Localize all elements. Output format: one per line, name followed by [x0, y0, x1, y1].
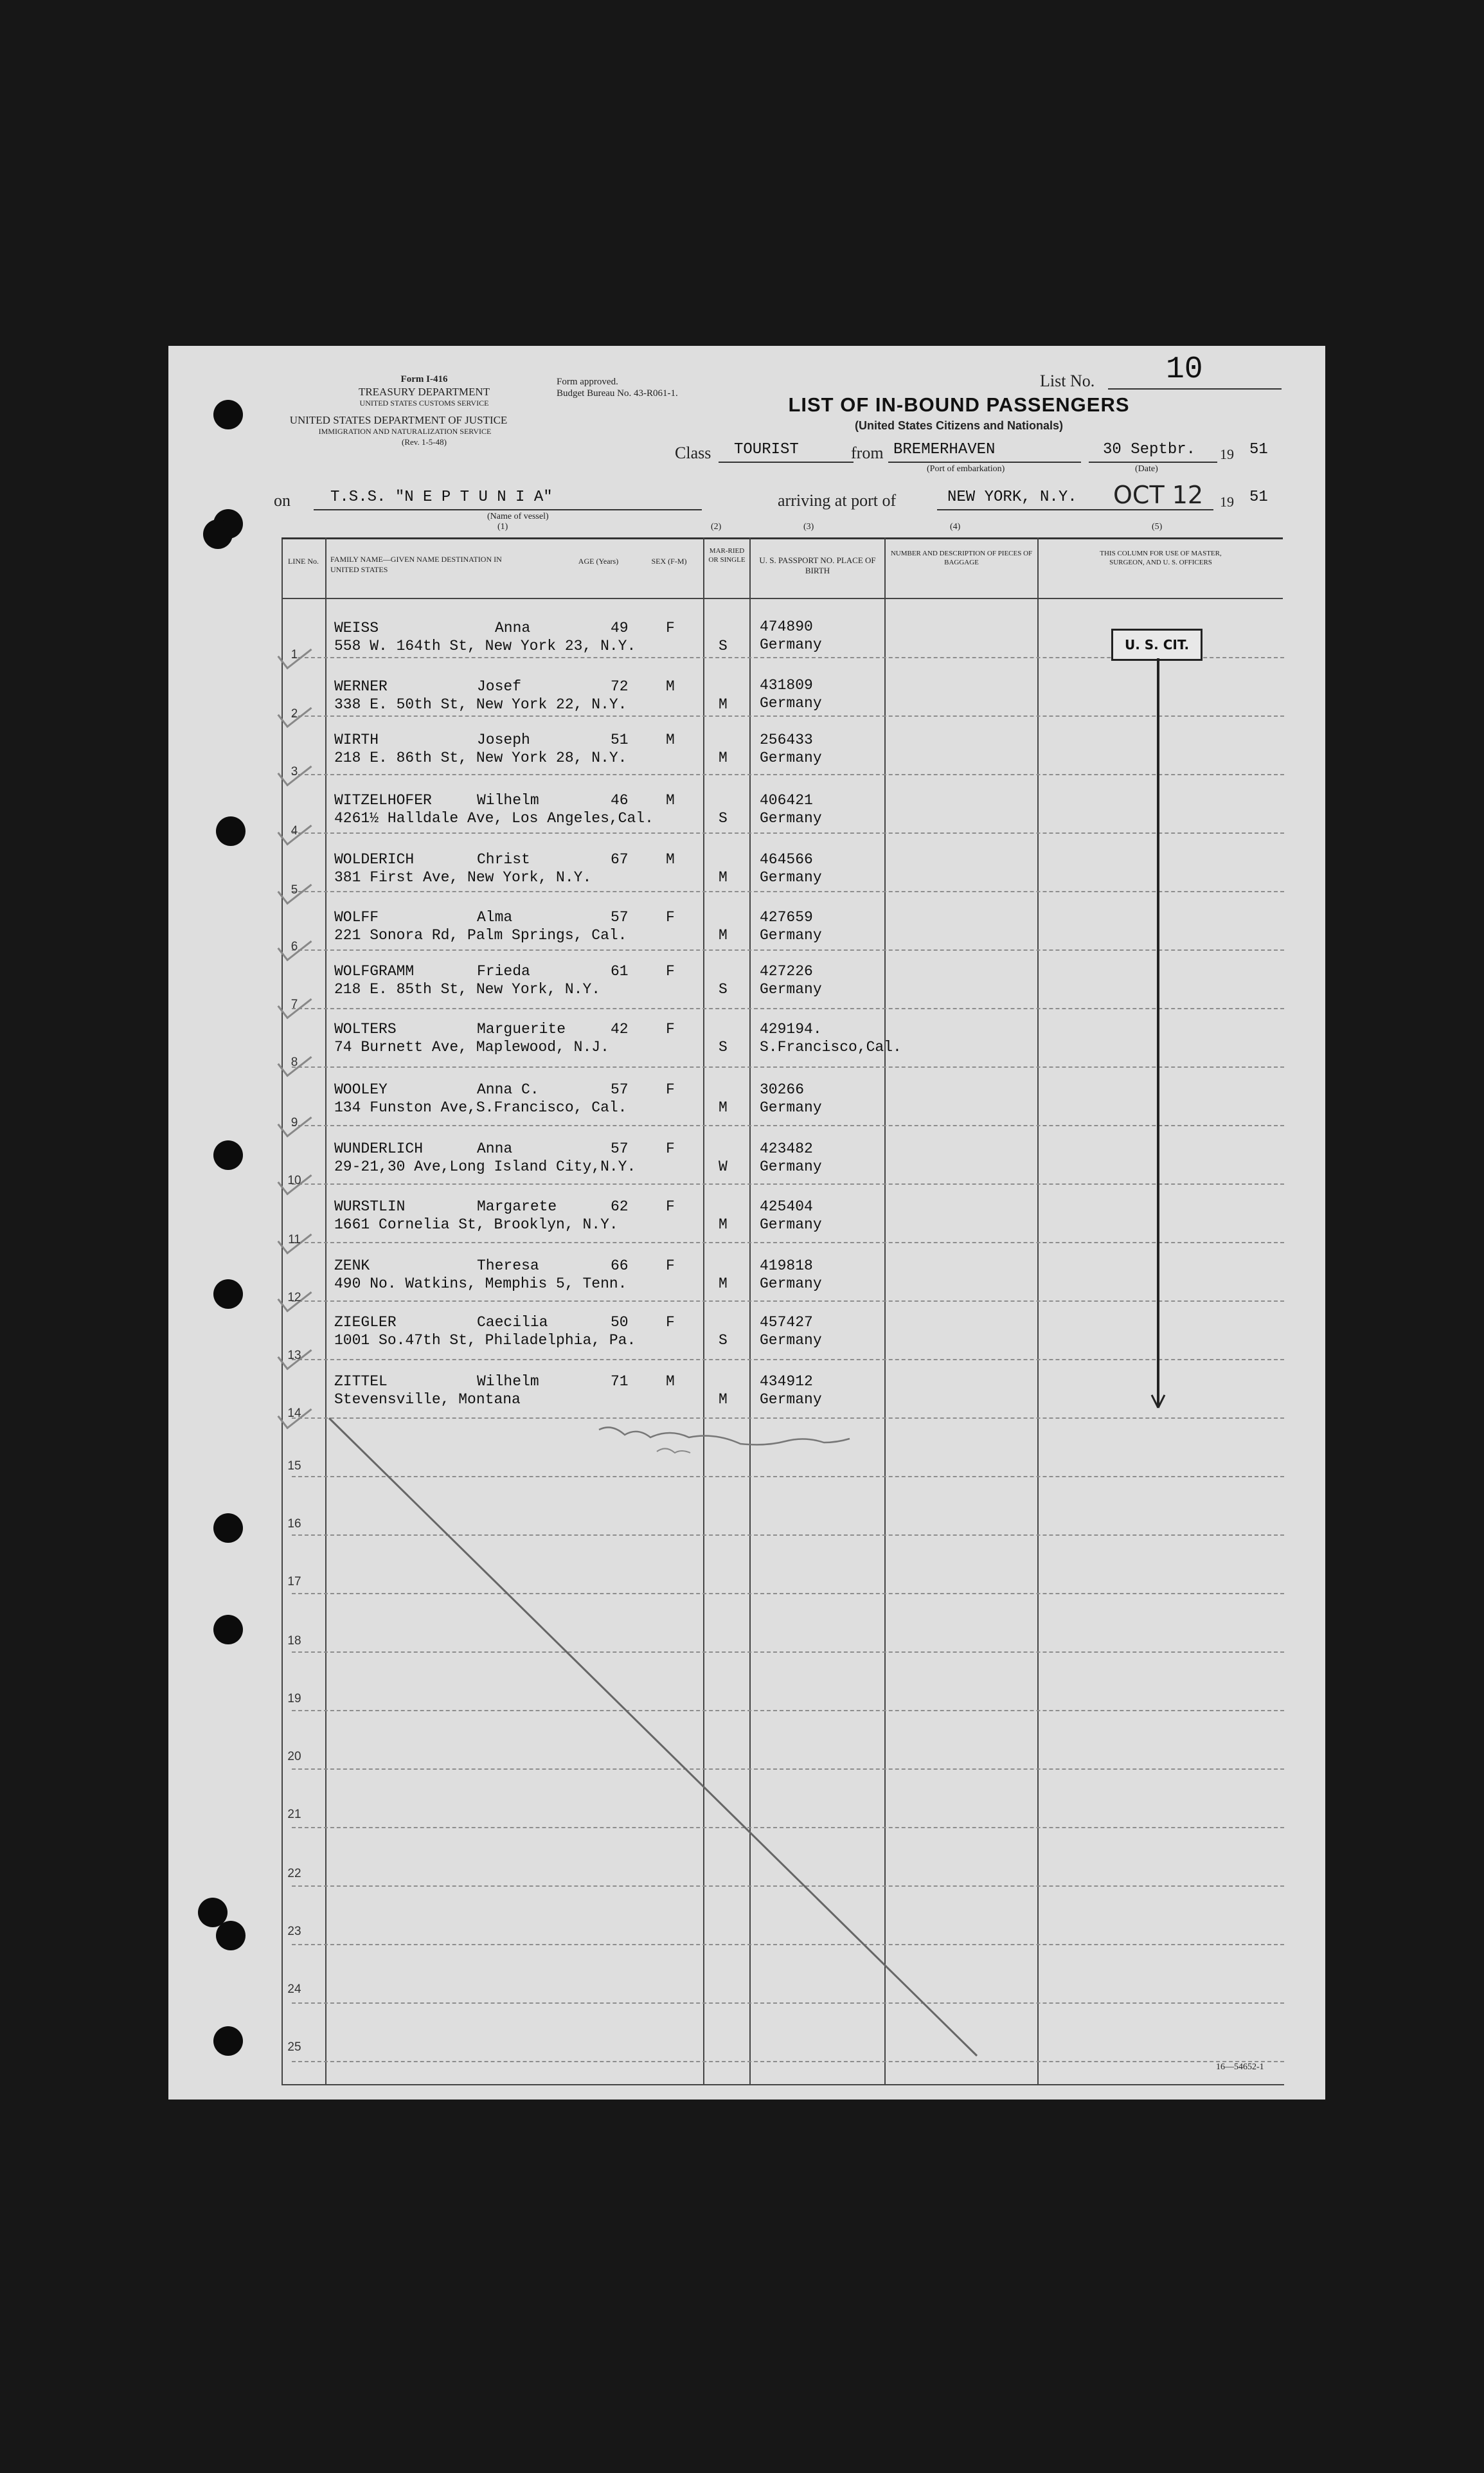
line-number: 2 — [291, 707, 298, 721]
marital-status: M — [719, 1099, 728, 1116]
form-number: Form I-416 — [400, 374, 448, 384]
marital-status: M — [719, 1391, 728, 1408]
family-name: WURSTLIN — [334, 1198, 406, 1215]
list-no-label: List No. — [1040, 372, 1095, 390]
date-caption: (Date) — [1135, 464, 1158, 474]
page-subtitle: (United States Citizens and Nationals) — [854, 419, 1064, 432]
age: 72 — [611, 678, 629, 695]
given-name: Christ — [477, 851, 530, 868]
given-name: Anna C. — [477, 1081, 539, 1098]
from-label: from — [851, 444, 884, 462]
destination-address: 490 No. Watkins, Memphis 5, Tenn. — [334, 1275, 627, 1292]
family-name: WUNDERLICH — [334, 1140, 424, 1157]
marital-status: S — [719, 1039, 728, 1056]
line-number-empty: 22 — [287, 1867, 301, 1880]
sex: F — [666, 909, 675, 926]
marital-status: M — [719, 696, 728, 713]
line-number-empty: 16 — [287, 1517, 301, 1531]
passport-number: 406421 — [760, 792, 813, 809]
arrival-port: NEW YORK, N.Y. — [947, 489, 1077, 506]
place-of-birth: Germany — [760, 1332, 822, 1349]
embarkation-port: BREMERHAVEN — [893, 441, 996, 458]
vessel-caption: (Name of vessel) — [487, 512, 549, 521]
destination-address: Stevensville, Montana — [334, 1391, 521, 1408]
col-number-2: (2) — [711, 522, 722, 532]
passport-number: 419818 — [760, 1257, 813, 1274]
given-name: Margarete — [477, 1198, 557, 1215]
place-of-birth: Germany — [760, 810, 822, 827]
passport-number: 457427 — [760, 1314, 813, 1331]
arriving-label: arriving at port of — [778, 491, 897, 510]
family-name: ZIEGLER — [334, 1314, 397, 1331]
marital-status: S — [719, 1332, 728, 1349]
family-name: ZITTEL — [334, 1373, 388, 1390]
header-age: AGE (Years) — [578, 557, 619, 566]
line-number: 1 — [291, 648, 298, 661]
sex: M — [666, 1373, 675, 1390]
given-name: Theresa — [477, 1257, 539, 1274]
given-name: Wilhelm — [477, 1373, 539, 1390]
customs-service: UNITED STATES CUSTOMS SERVICE — [359, 399, 489, 408]
line-number-empty: 19 — [287, 1692, 301, 1705]
passport-number: 431809 — [760, 677, 813, 694]
footer-code: 16—54652-1 — [1216, 2062, 1264, 2072]
sex: F — [666, 1140, 675, 1157]
destination-address: 4261½ Halldale Ave, Los Angeles,Cal. — [334, 810, 654, 827]
line-number: 12 — [287, 1291, 301, 1304]
place-of-birth: Germany — [760, 1275, 822, 1292]
col-number-3: (3) — [803, 522, 814, 532]
destination-address: 381 First Ave, New York, N.Y. — [334, 869, 592, 886]
annotation-marks — [168, 346, 1325, 2100]
destination-address: 338 E. 50th St, New York 22, N.Y. — [334, 696, 627, 713]
age: 51 — [611, 732, 629, 748]
sex: F — [666, 963, 675, 980]
line-number-empty: 24 — [287, 1983, 301, 1996]
place-of-birth: Germany — [760, 1158, 822, 1175]
passport-number: 474890 — [760, 618, 813, 635]
header-officers: THIS COLUMN FOR USE OF MASTER, SURGEON, AND U. S. OFFICERS — [1100, 550, 1222, 566]
given-name: Wilhelm — [477, 792, 539, 809]
passport-number: 30266 — [760, 1081, 805, 1098]
arrival-year-prefix: 19 — [1220, 494, 1234, 510]
sex: F — [666, 1257, 675, 1274]
given-name: Marguerite — [477, 1021, 566, 1038]
destination-address: 1001 So.47th St, Philadelphia, Pa. — [334, 1332, 636, 1349]
place-of-birth: Germany — [760, 927, 822, 944]
line-number: 13 — [287, 1349, 301, 1362]
marital-status: W — [719, 1158, 728, 1175]
vessel-name: T.S.S. "N E P T U N I A" — [330, 489, 553, 506]
given-name: Anna — [495, 620, 531, 636]
age: 50 — [611, 1314, 629, 1331]
line-number-empty: 18 — [287, 1634, 301, 1648]
sex: F — [666, 1081, 675, 1098]
destination-address: 1661 Cornelia St, Brooklyn, N.Y. — [334, 1216, 618, 1233]
header-baggage: NUMBER AND DESCRIPTION OF PIECES OF BAGGAGE — [890, 550, 1033, 566]
place-of-birth: Germany — [760, 981, 822, 998]
family-name: WERNER — [334, 678, 388, 695]
family-name: WOLDERICH — [334, 851, 415, 868]
line-number-empty: 17 — [287, 1575, 301, 1588]
arrival-date-stamp: OCT 12 — [1113, 481, 1204, 509]
justice-department: UNITED STATES DEPARTMENT OF JUSTICE — [289, 414, 508, 426]
family-name: WOLTERS — [334, 1021, 397, 1038]
sex: M — [666, 851, 675, 868]
passport-number: 423482 — [760, 1140, 813, 1157]
age: 61 — [611, 963, 629, 980]
family-name: WOLFGRAMM — [334, 963, 415, 980]
sex: M — [666, 792, 675, 809]
given-name: Joseph — [477, 732, 530, 748]
pencil-note — [657, 1448, 690, 1453]
passport-number: 256433 — [760, 732, 813, 748]
manifest-page — [168, 346, 1325, 2100]
line-number: 8 — [291, 1056, 298, 1069]
ins-service: IMMIGRATION AND NATURALIZATION SERVICE — [318, 427, 492, 436]
line-number-empty: 25 — [287, 2040, 301, 2054]
header-married: MAR-RIED OR SINGLE — [708, 547, 746, 564]
age: 57 — [611, 909, 629, 926]
page-title: LIST OF IN-BOUND PASSENGERS — [788, 393, 1130, 416]
form-approved: Form approved. — [557, 377, 618, 387]
port-caption: (Port of embarkation) — [927, 464, 1005, 474]
family-name: WOLFF — [334, 909, 379, 926]
line-number: 10 — [287, 1174, 301, 1187]
marital-status: S — [719, 638, 728, 654]
place-of-birth: Germany — [760, 636, 822, 653]
age: 62 — [611, 1198, 629, 1215]
age: 46 — [611, 792, 629, 809]
age: 49 — [611, 620, 629, 636]
line-number: 14 — [287, 1407, 301, 1420]
sex: M — [666, 732, 675, 748]
col-number-1: (1) — [497, 522, 508, 532]
line-number-empty: 20 — [287, 1750, 301, 1763]
col-number-4: (4) — [950, 522, 961, 532]
destination-address: 74 Burnett Ave, Maplewood, N.J. — [334, 1039, 609, 1056]
line-number: 11 — [288, 1233, 301, 1246]
line-number-empty: 21 — [287, 1808, 301, 1821]
departure-year: 51 — [1249, 441, 1268, 458]
place-of-birth: Germany — [760, 1391, 822, 1408]
family-name: WIRTH — [334, 732, 379, 748]
header-name: FAMILY NAME—GIVEN NAME DESTINATION IN UNITED STATES — [330, 555, 502, 574]
sex: F — [666, 1021, 675, 1038]
place-of-birth: Germany — [760, 695, 822, 712]
line-number-empty: 15 — [287, 1459, 301, 1473]
passport-number: 427659 — [760, 909, 813, 926]
place-of-birth: S.Francisco,Cal. — [760, 1039, 902, 1056]
passport-number: 434912 — [760, 1373, 813, 1390]
destination-address: 221 Sonora Rd, Palm Springs, Cal. — [334, 927, 627, 944]
class-label: Class — [675, 444, 711, 462]
marital-status: S — [719, 810, 728, 827]
given-name: Josef — [477, 678, 522, 695]
year-prefix: 19 — [1220, 446, 1234, 462]
place-of-birth: Germany — [760, 750, 822, 766]
given-name: Anna — [477, 1140, 513, 1157]
line-number: 3 — [291, 765, 298, 778]
age: 67 — [611, 851, 629, 868]
sex: M — [666, 678, 675, 695]
marital-status: M — [719, 927, 728, 944]
line-number: 4 — [291, 824, 298, 838]
place-of-birth: Germany — [760, 1099, 822, 1116]
arrival-year: 51 — [1249, 489, 1268, 506]
age: 57 — [611, 1081, 629, 1098]
marital-status: M — [719, 1275, 728, 1292]
family-name: WOOLEY — [334, 1081, 388, 1098]
budget-bureau: Budget Bureau No. 43-R061-1. — [557, 388, 678, 399]
family-name: ZENK — [334, 1257, 370, 1274]
destination-address: 218 E. 85th St, New York, N.Y. — [334, 981, 601, 998]
family-name: WITZELHOFER — [334, 792, 432, 809]
sex: F — [666, 1198, 675, 1215]
departure-date: 30 Septbr. — [1103, 441, 1196, 458]
header-passport: U. S. PASSPORT NO. PLACE OF BIRTH — [759, 555, 876, 575]
list-number: 10 — [1166, 352, 1203, 387]
age: 57 — [611, 1140, 629, 1157]
sex: F — [666, 1314, 675, 1331]
destination-address: 218 E. 86th St, New York 28, N.Y. — [334, 750, 627, 766]
on-label: on — [274, 491, 291, 510]
marital-status: S — [719, 981, 728, 998]
us-citizen-stamp: U. S. CIT. — [1111, 629, 1202, 661]
class-value: TOURIST — [734, 441, 799, 458]
void-diagonal-line — [329, 1418, 977, 2056]
marital-status: M — [719, 869, 728, 886]
marital-status: M — [719, 750, 728, 766]
age: 42 — [611, 1021, 629, 1038]
line-number: 9 — [291, 1116, 298, 1129]
destination-address: 558 W. 164th St, New York 23, N.Y. — [334, 638, 636, 654]
place-of-birth: Germany — [760, 869, 822, 886]
given-name: Caecilia — [477, 1314, 548, 1331]
place-of-birth: Germany — [760, 1216, 822, 1233]
treasury-department: TREASURY DEPARTMENT — [358, 386, 490, 398]
given-name: Frieda — [477, 963, 530, 980]
header-line-no: LINE No. — [288, 557, 319, 566]
family-name: WEISS — [334, 620, 379, 636]
header-sex: SEX (F-M) — [651, 557, 687, 566]
given-name: Alma — [477, 909, 513, 926]
marital-status: M — [719, 1216, 728, 1233]
form-revision: (Rev. 1-5-48) — [402, 437, 447, 447]
line-number: 5 — [291, 883, 298, 897]
passport-number: 429194. — [760, 1021, 822, 1038]
line-number: 6 — [291, 940, 298, 953]
passport-number: 464566 — [760, 851, 813, 868]
age: 66 — [611, 1257, 629, 1274]
passport-number: 427226 — [760, 963, 813, 980]
line-number-empty: 23 — [287, 1925, 301, 1938]
sex: F — [666, 620, 675, 636]
destination-address: 134 Funston Ave,S.Francisco, Cal. — [334, 1099, 627, 1116]
passport-number: 425404 — [760, 1198, 813, 1215]
age: 71 — [611, 1373, 629, 1390]
pencil-signature — [599, 1427, 850, 1444]
col-number-5: (5) — [1152, 522, 1163, 532]
destination-address: 29-21,30 Ave,Long Island City,N.Y. — [334, 1158, 636, 1175]
line-number: 7 — [291, 998, 298, 1011]
